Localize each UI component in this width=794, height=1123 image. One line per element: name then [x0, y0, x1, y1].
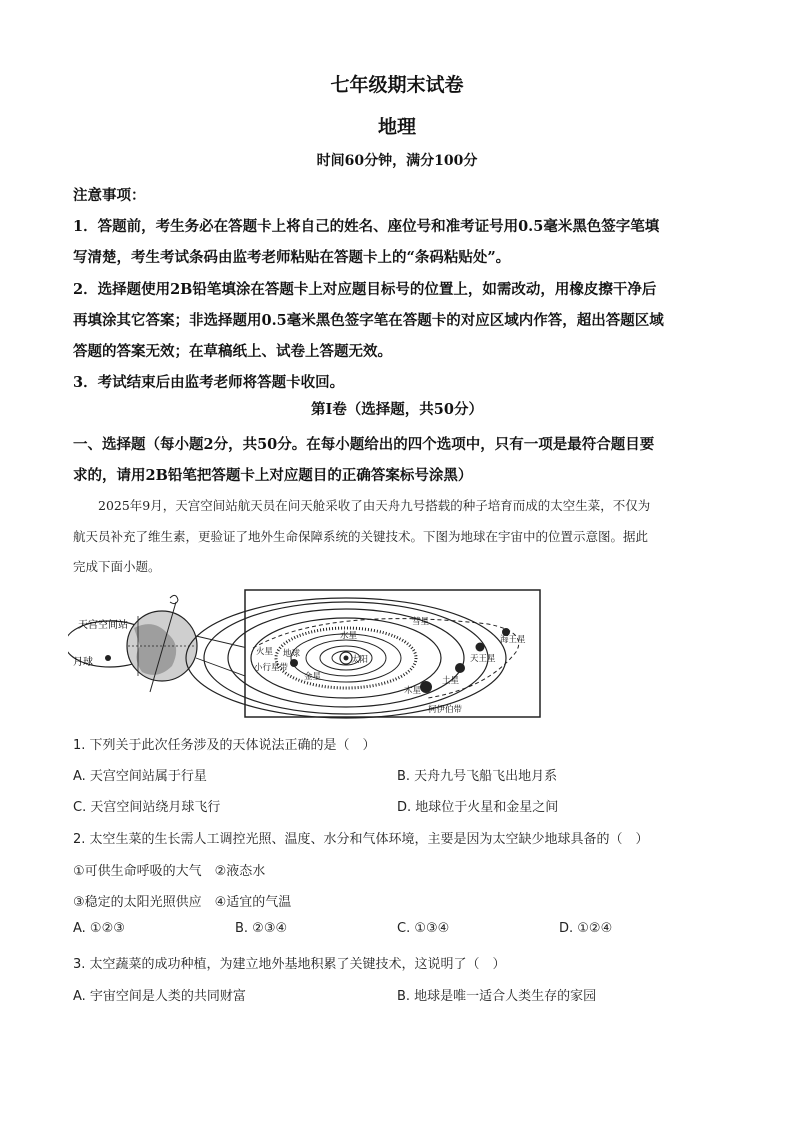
question-2-option-a: A. ①②③ [73, 921, 125, 936]
question-3-option-a: A. 宇宙空间是人类的共同财富 [73, 989, 246, 1004]
uranus-label: 天王星 [470, 654, 496, 664]
neptune-label: 海王星 [500, 635, 526, 645]
passage-line-3: 完成下面小题。 [73, 559, 161, 574]
jupiter-dot [420, 681, 432, 693]
question-3-stem: 3. 太空蔬菜的成功种植，为建立地外基地积累了关键技术，这说明了（ ） [73, 957, 506, 972]
section-intro-line-2: 求的，请用2B铅笔把答题卡上对应题目的正确答案标号涂黑） [73, 467, 473, 484]
moon-dot [105, 655, 111, 661]
exam-subject: 地理 [377, 116, 416, 138]
comet-label: 彗星 [412, 617, 430, 627]
question-1-option-a: A. 天宫空间站属于行星 [73, 769, 207, 784]
section-title: 第Ⅰ卷（选择题，共50分） [311, 401, 483, 418]
earth-dot [290, 659, 298, 667]
jupiter-label: 木星 [404, 686, 422, 696]
question-2-items-line-2: ③稳定的太阳光照供应 ④适宜的气温 [73, 895, 292, 910]
saturn-label: 土星 [442, 676, 460, 686]
earth-label: 地球 [283, 649, 301, 659]
mars-label: 火星 [256, 647, 274, 657]
instruction-3: 3．考试结束后由监考老师将答题卡收回。 [73, 374, 345, 391]
question-3-option-b: B. 地球是唯一适合人类生存的家园 [397, 989, 597, 1004]
question-2-option-b: B. ②③④ [235, 921, 288, 936]
question-2-option-c: C. ①③④ [397, 921, 450, 936]
uranus-dot [476, 643, 485, 652]
instruction-2-line-1: 2．选择题使用2B铅笔填涂在答题卡上对应题目标号的位置上，如需改动，用橡皮擦干净后 [73, 281, 657, 298]
instruction-1-line-2: 写清楚，考生考试条码由监考老师粘贴在答题卡上的“条码粘贴处”。 [73, 249, 511, 266]
section-intro-line-1: 一、选择题（每小题2分，共50分。在每小题给出的四个选项中，只有一项是最符合题目要 [73, 436, 655, 453]
rotation-arrow-icon [170, 595, 178, 603]
kuiper-label: 柯伊伯带 [428, 705, 463, 715]
instruction-2-line-2: 再填涂其它答案；非选择题用0.5毫米黑色签字笔在答题卡的对应区域内作答，超出答题区域 [73, 312, 664, 329]
moon-label: 月球 [73, 657, 93, 668]
sun-label: 太阳 [351, 655, 369, 665]
instruction-2-line-3: 答题的答案无效；在草稿纸上、试卷上答题无效。 [73, 343, 392, 360]
passage-line-2: 航天员补充了维生素，更验证了地外生命保障系统的关键技术。下图为地球在宇宙中的位置示意图。据此 [73, 529, 649, 544]
question-1-option-d: D. 地球位于火星和金星之间 [397, 800, 559, 815]
saturn-dot [455, 663, 465, 673]
question-1-option-c: C. 天宫空间站绕月球飞行 [73, 800, 221, 815]
passage-line-1: 2025年9月，天宫空间站航天员在问天舱采收了由天舟九号搭载的种子培育而成的太空生菜，不仅为 [98, 498, 651, 513]
solar-system-diagram [68, 588, 543, 720]
instructions-heading: 注意事项： [73, 187, 146, 204]
asteroid-belt-label: 小行星带 [254, 663, 289, 673]
instruction-1-line-1: 1．答题前，考生务必在答题卡上将自己的姓名、座位号和准考证号用0.5毫米黑色签字笔填 [73, 218, 660, 235]
exam-title: 七年级期末试卷 [330, 74, 464, 96]
question-2-stem: 2. 太空生菜的生长需人工调控光照、温度、水分和气体环境，主要是因为太空缺少地球具备的（ ） [73, 832, 649, 847]
solar-system-figure [68, 588, 543, 720]
question-1-stem: 1. 下列关于此次任务涉及的天体说法正确的是（ ） [73, 738, 376, 753]
question-2-items-line-1: ①可供生命呼吸的大气 ②液态水 [73, 864, 266, 879]
question-2-option-d: D. ①②④ [559, 921, 613, 936]
exam-time-info: 时间60分钟，满分100分 [316, 153, 478, 169]
venus-label: 金星 [304, 672, 322, 682]
station-label: 天宫空间站 [78, 620, 128, 631]
question-1-option-b: B. 天舟九号飞船飞出地月系 [397, 769, 558, 784]
mercury-label: 水星 [340, 631, 358, 641]
